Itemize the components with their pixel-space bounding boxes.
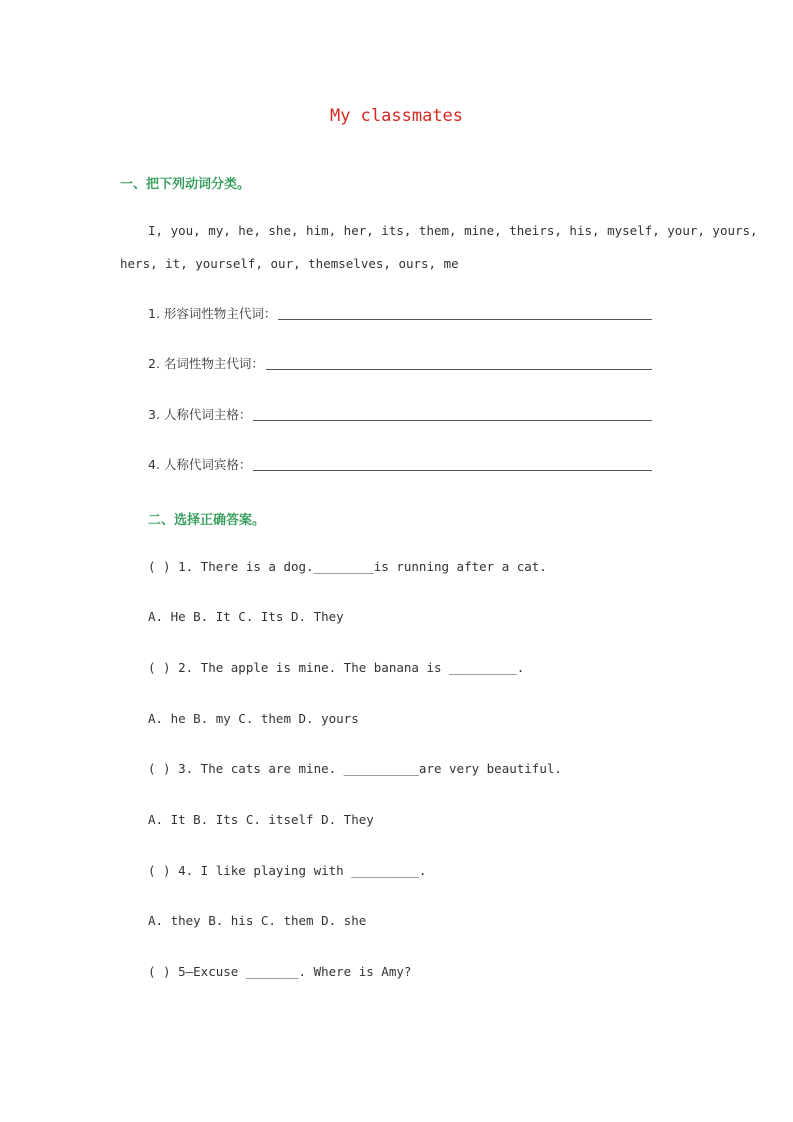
question-1-options: A. He B. It C. Its D. They bbox=[148, 609, 344, 624]
classify-item-4 bbox=[148, 455, 652, 473]
classify-item-label: 4. 人称代词宾格： bbox=[148, 457, 252, 472]
question-4: ( ) 4. I like playing with _________. bbox=[148, 863, 427, 878]
question-1: ( ) 1. There is a dog.________is running after a cat. bbox=[148, 559, 547, 574]
question-2-options: A. he B. my C. them D. yours bbox=[148, 711, 359, 726]
word-list-line-2: hers, it, yourself, our, themselves, ours, me bbox=[120, 256, 459, 271]
classify-item-3 bbox=[148, 405, 652, 423]
word-list-line-1: I, you, my, he, she, him, her, its, them, mine, theirs, his, myself, your, yours, bbox=[148, 223, 758, 238]
section-1-heading: 一、把下列动词分类。 bbox=[120, 177, 251, 192]
answer-blank-line bbox=[253, 470, 652, 471]
page-title: My classmates bbox=[329, 106, 464, 126]
question-4-options: A. they B. his C. them D. she bbox=[148, 913, 367, 928]
question-3-options: A. It B. Its C. itself D. They bbox=[148, 812, 374, 827]
classify-item-1 bbox=[148, 304, 652, 322]
question-2: ( ) 2. The apple is mine. The banana is _________. bbox=[148, 660, 525, 675]
answer-blank-line bbox=[253, 420, 652, 421]
section-2-heading: 二、选择正确答案。 bbox=[148, 513, 266, 528]
answer-blank-line bbox=[278, 319, 652, 320]
question-3: ( ) 3. The cats are mine. __________are very beautiful. bbox=[148, 761, 562, 776]
question-5: ( ) 5—Excuse _______. Where is Amy? bbox=[148, 964, 412, 979]
classify-item-2 bbox=[148, 354, 652, 372]
classify-item-label: 1. 形容词性物主代词： bbox=[148, 306, 277, 321]
classify-item-label: 3. 人称代词主格： bbox=[148, 407, 252, 422]
answer-blank-line bbox=[266, 369, 652, 370]
classify-item-label: 2. 名词性物主代词： bbox=[148, 356, 264, 371]
